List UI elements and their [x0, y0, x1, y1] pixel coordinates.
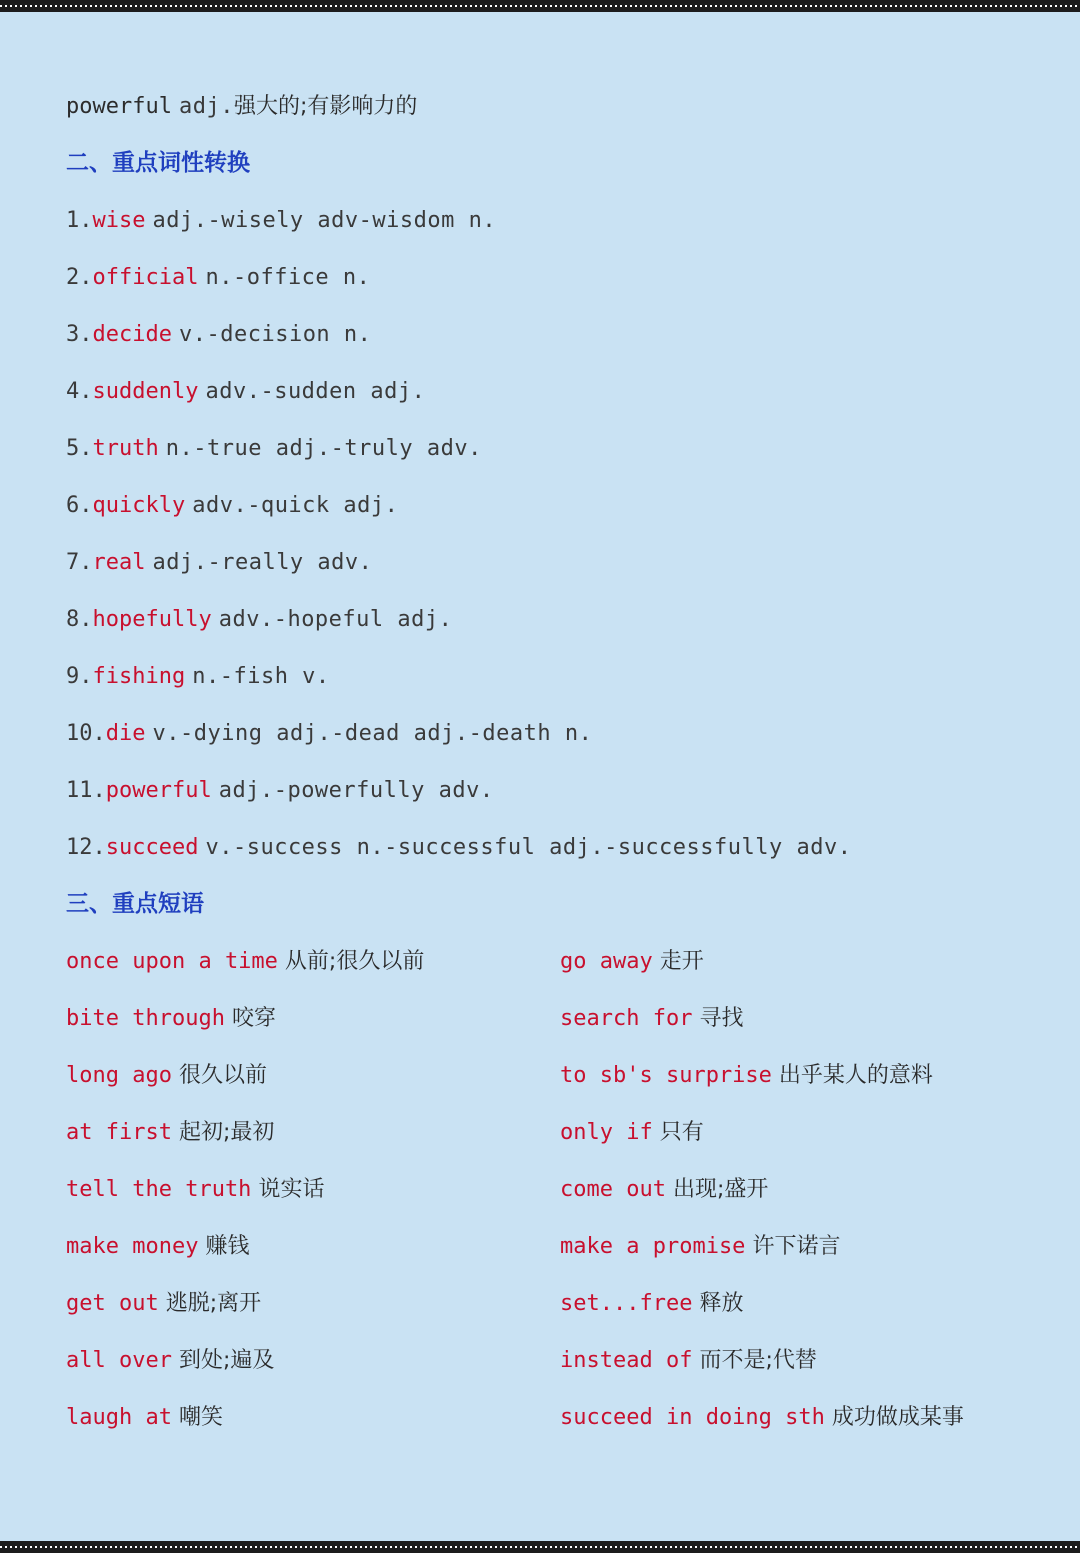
conversion-item: [66, 648, 1026, 705]
phrase-meaning: 释放: [699, 1291, 744, 1316]
phrase-meaning: 而不是;代替: [699, 1348, 817, 1373]
phrase-english: instead of: [560, 1348, 693, 1373]
phrase-meaning: 赚钱: [205, 1234, 250, 1259]
phrase-meaning: 寻找: [699, 1006, 744, 1031]
item-number: 8.: [66, 607, 93, 632]
phrase-item: [560, 1275, 1020, 1332]
phrase-item: [66, 1218, 560, 1275]
phrase-meaning: 走开: [659, 949, 704, 974]
item-forms: n.-fish v.: [192, 664, 330, 689]
section2-title: 二、重点词性转换: [66, 150, 250, 176]
phrase-english: make money: [66, 1234, 199, 1259]
conversion-item: [66, 705, 1026, 762]
phrase-meaning: 只有: [659, 1120, 704, 1145]
phrase-meaning: 说实话: [258, 1177, 325, 1202]
item-word: fishing: [92, 664, 186, 689]
item-number: 7.: [66, 550, 93, 575]
phrase-english: tell the truth: [66, 1177, 252, 1202]
phrase-table: [66, 933, 1026, 1446]
phrase-english: get out: [66, 1291, 159, 1316]
phrase-meaning: 逃脱;离开: [165, 1291, 262, 1316]
phrase-item: [560, 1047, 1020, 1104]
phrase-item: [66, 1332, 560, 1389]
phrase-english: only if: [560, 1120, 653, 1145]
phrase-column-right: [560, 933, 1020, 1446]
phrase-meaning: 从前;很久以前: [284, 949, 425, 974]
item-word: succeed: [105, 835, 199, 860]
item-word: quickly: [92, 493, 186, 518]
phrase-meaning: 出乎某人的意料: [778, 1063, 933, 1088]
item-number: 4.: [66, 379, 93, 404]
item-word: decide: [92, 322, 172, 347]
phrase-meaning: 嘲笑: [178, 1405, 223, 1430]
item-forms: v.-success n.-successful adj.-successfully adv.: [205, 835, 852, 860]
item-number: 6.: [66, 493, 93, 518]
phrase-item: [560, 1332, 1020, 1389]
phrase-item: [560, 1161, 1020, 1218]
phrase-english: laugh at: [66, 1405, 172, 1430]
phrase-column-left: [66, 933, 560, 1446]
item-word: truth: [92, 436, 159, 461]
phrase-item: [66, 1161, 560, 1218]
phrase-english: once upon a time: [66, 949, 278, 974]
phrase-item: [560, 1104, 1020, 1161]
item-word: powerful: [105, 778, 212, 803]
decorative-bottom-border: [0, 1541, 1080, 1553]
phrase-item: [66, 933, 560, 990]
phrase-item: [66, 990, 560, 1047]
item-word: official: [92, 265, 199, 290]
item-word: suddenly: [92, 379, 199, 404]
phrase-item: [560, 933, 1020, 990]
item-number: 5.: [66, 436, 93, 461]
item-number: 10.: [66, 721, 106, 746]
word-conversion-list: [66, 192, 1026, 876]
phrase-english: succeed in doing sth: [560, 1405, 825, 1430]
item-forms: n.-true adj.-truly adv.: [165, 436, 482, 461]
item-forms: adj.-wisely adv-wisdom n.: [152, 208, 497, 233]
item-word: wise: [92, 208, 146, 233]
item-forms: adj.-really adv.: [152, 550, 373, 575]
phrase-meaning: 出现;盛开: [672, 1177, 769, 1202]
section3-title: 三、重点短语: [66, 891, 204, 917]
item-forms: v.-decision n.: [178, 322, 372, 347]
item-number: 1.: [66, 208, 93, 233]
conversion-item: [66, 534, 1026, 591]
conversion-item: [66, 477, 1026, 534]
phrase-item: [560, 990, 1020, 1047]
phrase-meaning: 成功做成某事: [831, 1405, 964, 1430]
item-number: 3.: [66, 322, 93, 347]
item-number: 12.: [66, 835, 106, 860]
phrase-english: come out: [560, 1177, 666, 1202]
phrase-english: go away: [560, 949, 653, 974]
phrase-english: at first: [66, 1120, 172, 1145]
phrase-meaning: 咬穿: [231, 1006, 276, 1031]
phrase-english: all over: [66, 1348, 172, 1373]
decorative-top-border: [0, 0, 1080, 12]
phrase-english: search for: [560, 1006, 693, 1031]
phrase-item: [66, 1275, 560, 1332]
phrase-english: make a promise: [560, 1234, 746, 1259]
conversion-item: [66, 762, 1026, 819]
conversion-item: [66, 192, 1026, 249]
phrase-english: set...free: [560, 1291, 693, 1316]
vocabulary-page: [66, 78, 1026, 1446]
phrase-english: bite through: [66, 1006, 225, 1031]
phrase-meaning: 到处;遍及: [178, 1348, 275, 1373]
phrase-meaning: 很久以前: [178, 1063, 267, 1088]
intro-pos: adj.: [178, 94, 234, 119]
intro-line: [66, 78, 1026, 135]
phrase-english: long ago: [66, 1063, 172, 1088]
phrase-meaning: 许下诺言: [752, 1234, 841, 1259]
item-forms: adv.-hopeful adj.: [218, 607, 453, 632]
phrase-item: [560, 1218, 1020, 1275]
conversion-item: [66, 363, 1026, 420]
phrase-item: [560, 1389, 1020, 1446]
item-forms: adv.-quick adj.: [192, 493, 399, 518]
item-word: hopefully: [92, 607, 212, 632]
conversion-item: [66, 819, 1026, 876]
intro-word: powerful: [66, 94, 172, 119]
item-word: real: [92, 550, 146, 575]
conversion-item: [66, 306, 1026, 363]
phrase-item: [66, 1389, 560, 1446]
item-word: die: [105, 721, 146, 746]
phrase-item: [66, 1104, 560, 1161]
item-number: 2.: [66, 265, 93, 290]
phrase-meaning: 起初;最初: [178, 1120, 275, 1145]
item-forms: n.-office n.: [205, 265, 371, 290]
intro-meaning: 强大的;有影响力的: [233, 94, 418, 119]
phrase-english: to sb's surprise: [560, 1063, 772, 1088]
item-forms: v.-dying adj.-dead adj.-death n.: [152, 721, 593, 746]
conversion-item: [66, 591, 1026, 648]
item-number: 11.: [66, 778, 106, 803]
phrase-item: [66, 1047, 560, 1104]
item-forms: adv.-sudden adj.: [205, 379, 426, 404]
item-number: 9.: [66, 664, 93, 689]
conversion-item: [66, 249, 1026, 306]
conversion-item: [66, 420, 1026, 477]
item-forms: adj.-powerfully adv.: [218, 778, 494, 803]
